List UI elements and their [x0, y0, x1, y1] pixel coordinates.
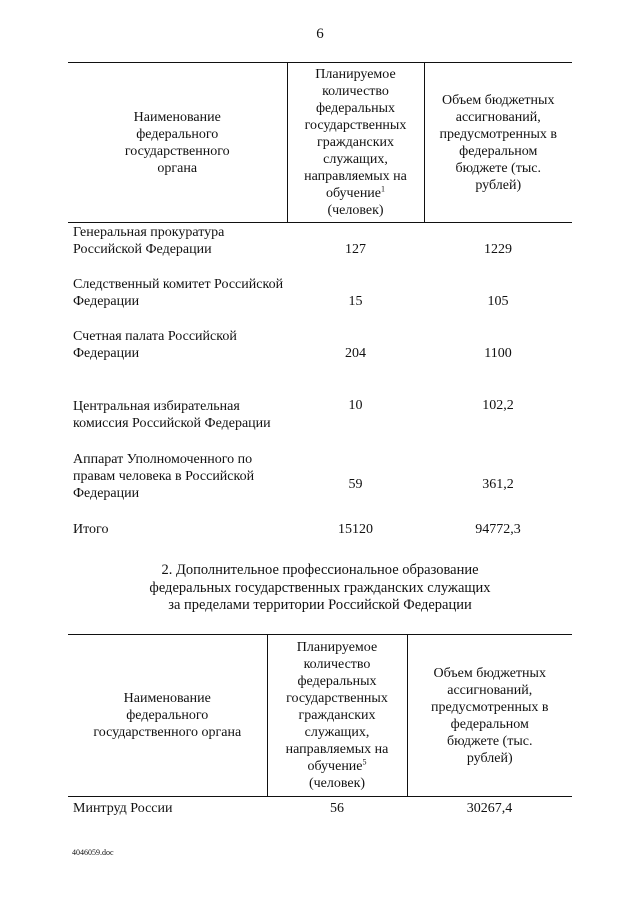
- table-row: [68, 433, 572, 503]
- header-planned-count-unit: (человек): [308, 776, 366, 791]
- row-budget: 102,2: [482, 397, 514, 413]
- header-planned-count-text: Планируемое количество федеральных государственных гражданских служащих, направляемых на обучение: [304, 67, 407, 201]
- row-budget: 30267,4: [466, 801, 513, 816]
- table-row: [68, 223, 572, 259]
- header-organ-name-text: Наименование федерального государственного органа: [93, 691, 242, 740]
- row-organ-name: Минтруд России: [73, 801, 173, 816]
- row-organ-name: Центральная избирательная комиссия Российской Федерации: [73, 398, 271, 431]
- table-row: [68, 259, 572, 311]
- footnote-mark: 5: [362, 757, 367, 767]
- row-count: 15: [348, 293, 363, 309]
- header-budget: [424, 63, 572, 223]
- header-planned-count-text: Планируемое количество федеральных государственных гражданских служащих, направляемых на обучение: [285, 640, 389, 774]
- section-title-line: федеральных государственных гражданских служащих: [149, 579, 491, 596]
- row-organ-name: Счетная палата Российской Федерации: [73, 328, 237, 361]
- row-count: 204: [345, 345, 366, 361]
- header-organ-name: [68, 635, 267, 797]
- row-budget: 105: [487, 293, 509, 309]
- section-2-title: [0, 562, 640, 615]
- header-budget-text: Объем бюджетных ассигнований, предусмотренных в федеральном бюджете (тыс. рублей): [430, 665, 549, 766]
- header-organ-name-text: Наименование федерального государственного органа: [124, 109, 230, 176]
- table-header-row: [68, 63, 572, 223]
- table-header-row: [68, 635, 572, 797]
- header-planned-count: [287, 63, 424, 223]
- row-count: 59: [348, 476, 363, 492]
- page-number: 6: [316, 26, 324, 42]
- row-count: 10: [348, 397, 363, 413]
- section-title-line: 2. Дополнительное профессиональное образование: [161, 562, 479, 578]
- footnote-mark: 1: [381, 184, 386, 194]
- total-label: Итого: [73, 521, 109, 537]
- budget-table-1: [68, 62, 572, 539]
- header-budget: [407, 635, 572, 797]
- header-planned-count: [267, 635, 407, 797]
- header-organ-name: [68, 63, 287, 223]
- table-row: [68, 311, 572, 363]
- row-budget: 361,2: [482, 476, 514, 492]
- total-count: 15120: [338, 521, 373, 537]
- row-count: 56: [330, 801, 344, 816]
- row-count: 127: [345, 241, 366, 257]
- total-budget: 94772,3: [475, 521, 521, 537]
- row-organ-name: Следственный комитет Российской Федерации: [73, 276, 284, 309]
- row-budget: 1100: [484, 345, 512, 361]
- section-title-line: за пределами территории Российской Федерации: [168, 597, 472, 613]
- budget-table-2: [68, 634, 572, 819]
- row-budget: 1229: [484, 241, 512, 257]
- document-id: 4046059.doc: [72, 848, 114, 857]
- table-total-row: [68, 503, 572, 539]
- row-organ-name: Аппарат Уполномоченного по правам человека в Российской Федерации: [73, 451, 255, 501]
- table-row: [68, 363, 572, 433]
- header-budget-text: Объем бюджетных ассигнований, предусмотренных в федеральном бюджете (тыс. рублей): [439, 92, 558, 193]
- row-organ-name: Генеральная прокуратура Российской Федерации: [73, 225, 225, 257]
- header-planned-count-unit: (человек): [327, 203, 384, 218]
- table-row: [68, 797, 572, 819]
